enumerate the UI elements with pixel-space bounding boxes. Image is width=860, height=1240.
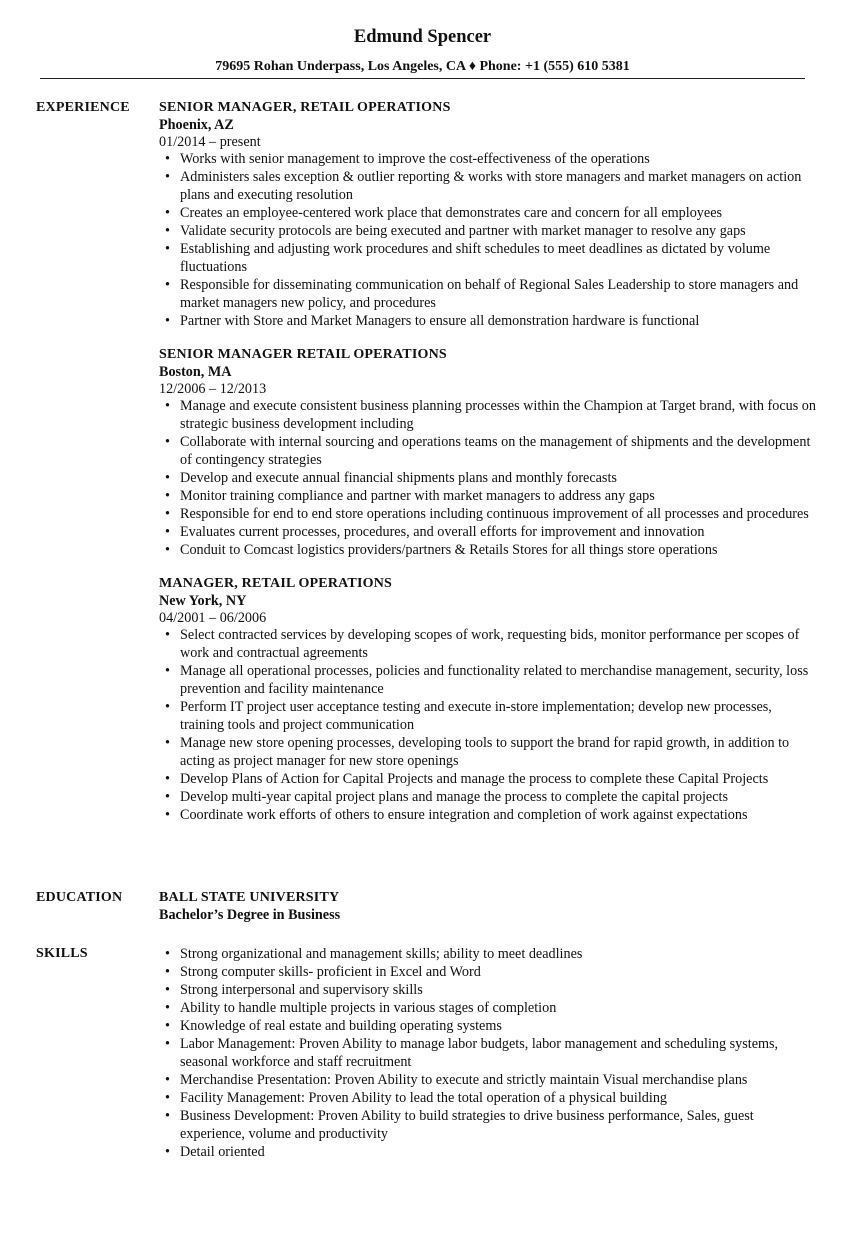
bullet-icon: •: [165, 964, 170, 980]
job-entry: [159, 99, 819, 330]
list-item: [159, 469, 819, 487]
bullet-text: Conduit to Comcast logistics providers/partners & Retails Stores for all things store operations: [180, 542, 718, 558]
job-dates: 01/2014 – present: [159, 134, 261, 150]
bullet-text: Manage new store opening processes, developing tools to support the brand for rapid growth, in addition to acting as project manager for new store openings: [180, 735, 790, 769]
bullet-icon: •: [165, 488, 170, 504]
bullet-icon: •: [165, 434, 170, 450]
list-item: [159, 222, 819, 240]
list-item: [159, 150, 819, 168]
bullet-text: Perform IT project user acceptance testing and execute in-store implementation; develop new processes, training tools and project communication: [180, 699, 772, 733]
bullet-text: Evaluates current processes, procedures, and overall efforts for improvement and innovation: [180, 524, 705, 540]
job-bullet-list: [159, 150, 819, 330]
bullet-text: Creates an employee-centered work place that demonstrates care and concern for all employees: [180, 205, 723, 221]
job-location: New York, NY: [159, 593, 247, 609]
list-item: [159, 433, 819, 469]
list-item: [159, 523, 819, 541]
list-item: [159, 204, 819, 222]
bullet-icon: •: [165, 1072, 170, 1088]
job-title: SENIOR MANAGER RETAIL OPERATIONS: [159, 347, 447, 362]
list-item: [159, 963, 819, 981]
bullet-text: Select contracted services by developing scopes of work, requesting bids, monitor performance per scopes of work and contractual agreements: [180, 627, 800, 661]
list-item: [159, 662, 819, 698]
skill-text: Detail oriented: [180, 1144, 265, 1160]
skills-body: [159, 945, 819, 1161]
bullet-icon: •: [165, 205, 170, 221]
bullet-icon: •: [165, 699, 170, 715]
school-name: BALL STATE UNIVERSITY: [159, 890, 340, 905]
skill-text: Ability to handle multiple projects in various stages of completion: [180, 1000, 557, 1016]
contact-line: 79695 Rohan Underpass, Los Angeles, CA ♦ Phone: +1 (555) 610 5381: [215, 59, 630, 74]
bullet-icon: •: [165, 663, 170, 679]
job-location: Boston, MA: [159, 364, 232, 380]
job-entry: [159, 575, 819, 824]
list-item: [159, 312, 819, 330]
list-item: [159, 487, 819, 505]
list-item: [159, 505, 819, 523]
list-item: [159, 981, 819, 999]
list-item: [159, 734, 819, 770]
job-bullet-list: [159, 626, 819, 824]
list-item: [159, 1017, 819, 1035]
bullet-icon: •: [165, 982, 170, 998]
bullet-text: Coordinate work efforts of others to ensure integration and completion of work against expectations: [180, 807, 748, 823]
bullet-text: Manage all operational processes, policies and functionality related to merchandise management, security, loss prevention and facility maintenance: [180, 663, 809, 697]
list-item: [159, 698, 819, 734]
bullet-text: Works with senior management to improve the cost-effectiveness of the operations: [180, 151, 650, 167]
bullet-text: Responsible for end to end store operations including continuous improvement of all processes and procedures: [180, 506, 809, 522]
bullet-icon: •: [165, 277, 170, 293]
bullet-text: Administers sales exception & outlier reporting & works with store managers and market managers on action plans and executing resolution: [180, 169, 802, 203]
bullet-text: Collaborate with internal sourcing and operations teams on the management of shipments and the development of contingency strategies: [180, 434, 811, 468]
list-item: [159, 1035, 819, 1071]
list-item: [159, 1089, 819, 1107]
bullet-icon: •: [165, 470, 170, 486]
list-item: [159, 999, 819, 1017]
bullet-text: Manage and execute consistent business planning processes within the Champion at Target brand, with focus on strategic business development including: [180, 398, 816, 432]
skills-list: [159, 945, 819, 1161]
list-item: [159, 276, 819, 312]
job-dates: 04/2001 – 06/2006: [159, 610, 267, 626]
job-dates: 12/2006 – 12/2013: [159, 381, 267, 397]
skill-text: Knowledge of real estate and building operating systems: [180, 1018, 502, 1034]
skill-text: Merchandise Presentation: Proven Ability to execute and strictly maintain Visual merchandise plans: [180, 1072, 748, 1088]
section-label-experience: EXPERIENCE: [36, 100, 130, 115]
skill-text: Facility Management: Proven Ability to lead the total operation of a physical building: [180, 1090, 668, 1106]
list-item: [159, 168, 819, 204]
bullet-icon: •: [165, 151, 170, 167]
list-item: [159, 770, 819, 788]
bullet-icon: •: [165, 946, 170, 962]
skill-text: Labor Management: Proven Ability to manage labor budgets, labor management and scheduling systems, seasonal workforce and staff recruitment: [180, 1036, 779, 1070]
bullet-text: Develop Plans of Action for Capital Projects and manage the process to complete these Capital Projects: [180, 771, 769, 787]
bullet-icon: •: [165, 771, 170, 787]
bullet-icon: •: [165, 1144, 170, 1160]
job-location: Phoenix, AZ: [159, 117, 234, 133]
list-item: [159, 1071, 819, 1089]
job-title: SENIOR MANAGER, RETAIL OPERATIONS: [159, 100, 451, 115]
job-entry: [159, 346, 819, 559]
bullet-icon: •: [165, 506, 170, 522]
bullet-icon: •: [165, 1000, 170, 1016]
degree: Bachelor’s Degree in Business: [159, 907, 341, 923]
list-item: [159, 806, 819, 824]
bullet-icon: •: [165, 524, 170, 540]
bullet-icon: •: [165, 398, 170, 414]
job-bullet-list: [159, 397, 819, 559]
education-body: [159, 889, 819, 924]
skill-text: Strong organizational and management skills; ability to meet deadlines: [180, 946, 583, 962]
list-item: [159, 626, 819, 662]
candidate-name: Edmund Spencer: [353, 27, 492, 47]
bullet-text: Establishing and adjusting work procedures and shift schedules to meet deadlines as dictated by volume fluctuations: [180, 241, 771, 275]
resume-header: [40, 25, 805, 76]
bullet-icon: •: [165, 169, 170, 185]
list-item: [159, 541, 819, 559]
skill-text: Strong computer skills- proficient in Excel and Word: [180, 964, 481, 980]
list-item: [159, 788, 819, 806]
bullet-icon: •: [165, 542, 170, 558]
bullet-icon: •: [165, 241, 170, 257]
bullet-icon: •: [165, 735, 170, 751]
bullet-icon: •: [165, 627, 170, 643]
header-divider: [40, 78, 805, 79]
skill-text: Strong interpersonal and supervisory skills: [180, 982, 423, 998]
bullet-text: Develop multi-year capital project plans and manage the process to complete the capital projects: [180, 789, 728, 805]
list-item: [159, 945, 819, 963]
bullet-text: Develop and execute annual financial shipments plans and monthly forecasts: [180, 470, 617, 486]
bullet-icon: •: [165, 1036, 170, 1052]
experience-body: [159, 99, 819, 840]
bullet-text: Partner with Store and Market Managers to ensure all demonstration hardware is functional: [180, 313, 700, 329]
section-label-education: EDUCATION: [36, 890, 123, 905]
skill-text: Business Development: Proven Ability to build strategies to drive business performance, Sales, guest experience, volume and productivity: [180, 1108, 754, 1142]
list-item: [159, 240, 819, 276]
bullet-icon: •: [165, 1090, 170, 1106]
bullet-text: Monitor training compliance and partner with market managers to address any gaps: [180, 488, 655, 504]
section-label-skills: SKILLS: [36, 946, 88, 961]
bullet-icon: •: [165, 313, 170, 329]
bullet-icon: •: [165, 789, 170, 805]
list-item: [159, 1107, 819, 1143]
bullet-icon: •: [165, 807, 170, 823]
bullet-icon: •: [165, 223, 170, 239]
bullet-text: Responsible for disseminating communication on behalf of Regional Sales Leadership to store managers and market managers new policy, and procedures: [180, 277, 799, 311]
list-item: [159, 397, 819, 433]
bullet-text: Validate security protocols are being executed and partner with market manager to resolve any gaps: [180, 223, 746, 239]
bullet-icon: •: [165, 1108, 170, 1124]
bullet-icon: •: [165, 1018, 170, 1034]
list-item: [159, 1143, 819, 1161]
job-title: MANAGER, RETAIL OPERATIONS: [159, 576, 392, 591]
